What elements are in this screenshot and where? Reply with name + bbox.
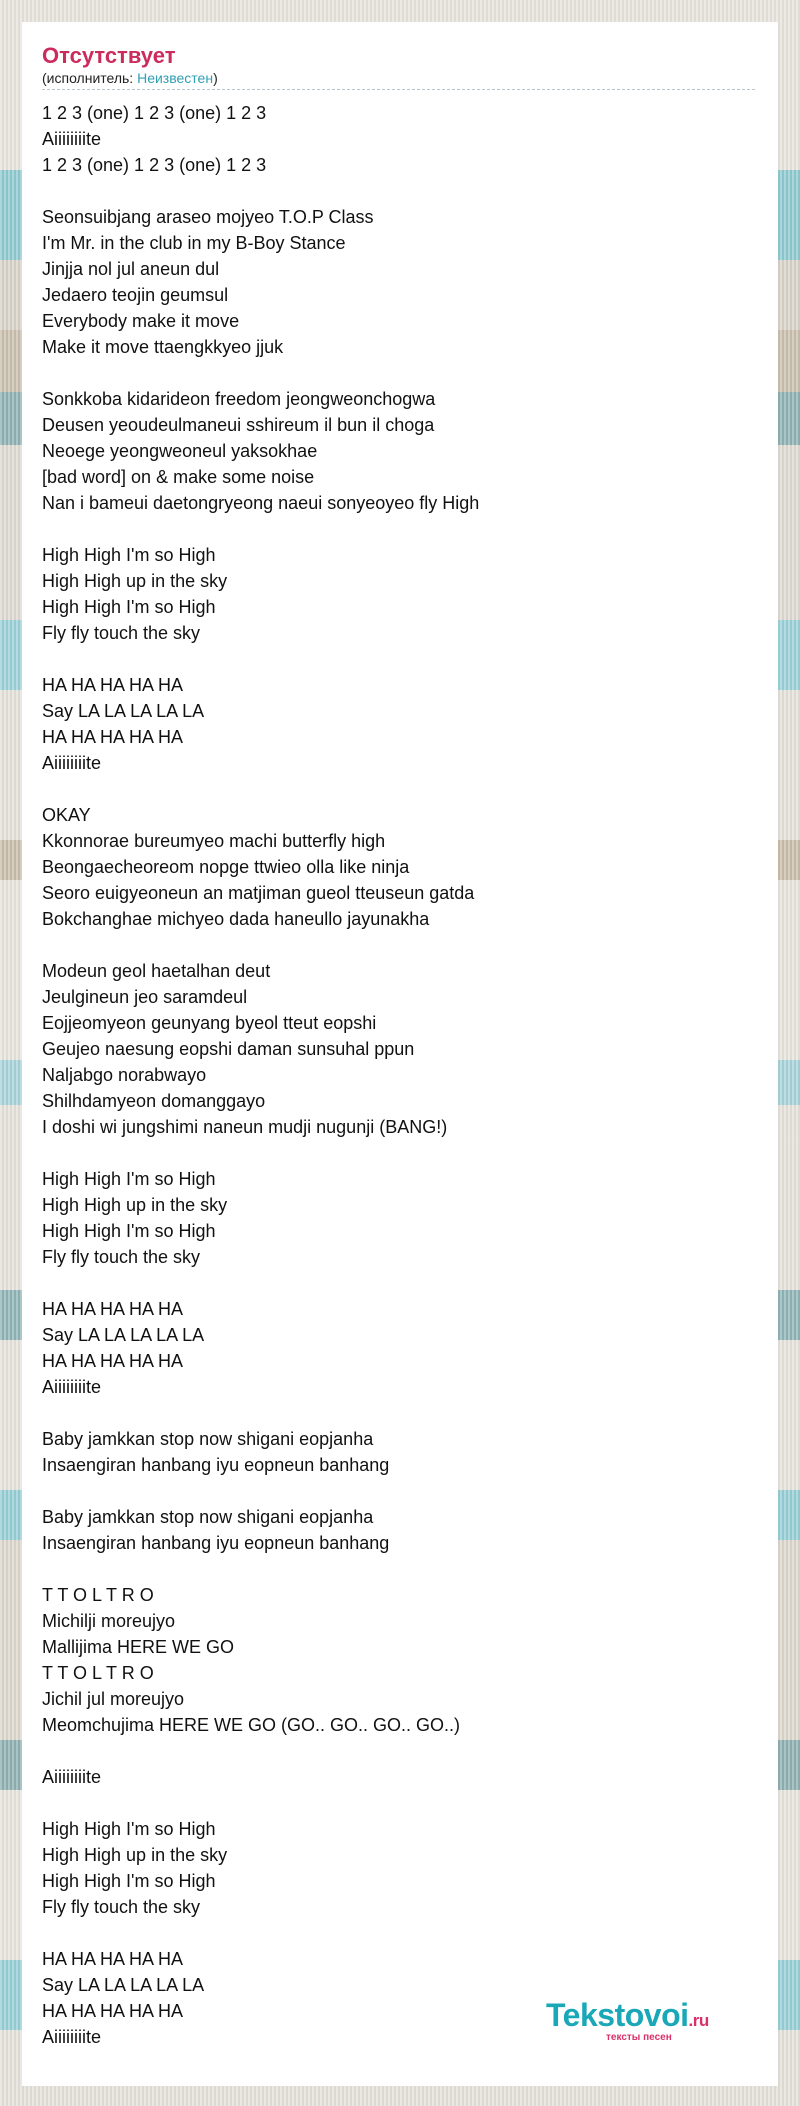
lyrics-blank-line bbox=[42, 1790, 758, 1816]
lyrics-line: Aiiiiiiiite bbox=[42, 129, 102, 149]
lyrics-line: Aiiiiiiiite bbox=[42, 1767, 102, 1787]
lyrics-line: Baby jamkkan stop now shigani eopjanha bbox=[42, 1507, 374, 1527]
artist-link[interactable]: Неизвестен bbox=[137, 70, 214, 86]
artist-suffix: ) bbox=[213, 70, 218, 86]
lyrics-line: Kkonnorae bureumyeo machi butterfly high bbox=[42, 831, 386, 851]
lyrics-line: High High up in the sky bbox=[42, 571, 228, 591]
lyrics-blank-line bbox=[42, 1478, 758, 1504]
lyrics-blank-line bbox=[42, 1400, 758, 1426]
lyrics-line: Jinjja nol jul aneun dul bbox=[42, 259, 220, 279]
lyrics-line: Neoege yeongweoneul yaksokhae bbox=[42, 441, 318, 461]
song-title: Отсутствует bbox=[42, 43, 176, 68]
lyrics-card bbox=[22, 22, 778, 2086]
lyrics-line: Jeulgineun jeo saramdeul bbox=[42, 987, 248, 1007]
lyrics-line: Make it move ttaengkkyeo jjuk bbox=[42, 337, 284, 357]
lyrics-line: Aiiiiiiiite bbox=[42, 753, 102, 773]
lyrics-blank-line bbox=[42, 1738, 758, 1764]
lyrics-line: 1 2 3 (one) 1 2 3 (one) 1 2 3 bbox=[42, 103, 267, 123]
logo-brand: Tekstovoi bbox=[546, 1997, 689, 2033]
lyrics-line: Naljabgo norabwayo bbox=[42, 1065, 207, 1085]
lyrics-line: High High I'm so High bbox=[42, 1871, 216, 1891]
lyrics-blank-line bbox=[42, 1140, 758, 1166]
lyrics-line: Geujeo naesung eopshi daman sunsuhal ppun bbox=[42, 1039, 415, 1059]
lyrics-blank-line bbox=[42, 178, 758, 204]
lyrics-line: Shilhdamyeon domanggayo bbox=[42, 1091, 266, 1111]
lyrics-blank-line bbox=[42, 1556, 758, 1582]
lyrics-line: Say LA LA LA LA LA bbox=[42, 1325, 205, 1345]
lyrics-line: Bokchanghae michyeo dada haneullo jayunakha bbox=[42, 909, 430, 929]
lyrics-line: High High up in the sky bbox=[42, 1845, 228, 1865]
lyrics-line: Say LA LA LA LA LA bbox=[42, 1975, 205, 1995]
lyrics-line: HA HA HA HA HA bbox=[42, 675, 184, 695]
lyrics-line: 1 2 3 (one) 1 2 3 (one) 1 2 3 bbox=[42, 155, 267, 175]
artist-line bbox=[42, 70, 755, 90]
lyrics-line: Jichil jul moreujyo bbox=[42, 1689, 185, 1709]
lyrics-blank-line bbox=[42, 516, 758, 542]
lyrics-line: HA HA HA HA HA bbox=[42, 1351, 184, 1371]
lyrics-line: Sonkkoba kidarideon freedom jeongweonchogwa bbox=[42, 389, 436, 409]
lyrics-line: Aiiiiiiiite bbox=[42, 1377, 102, 1397]
lyrics-line: High High up in the sky bbox=[42, 1195, 228, 1215]
lyrics-line: HA HA HA HA HA bbox=[42, 727, 184, 747]
lyrics-line: Everybody make it move bbox=[42, 311, 240, 331]
lyrics-line: Baby jamkkan stop now shigani eopjanha bbox=[42, 1429, 374, 1449]
lyrics-blank-line bbox=[42, 646, 758, 672]
lyrics-line: Nan i bameui daetongryeong naeui sonyeoyeo fly High bbox=[42, 493, 480, 513]
lyrics-line: T T O L T R O bbox=[42, 1585, 154, 1605]
lyrics-blank-line bbox=[42, 1270, 758, 1296]
logo-tagline: тексты песен bbox=[606, 2032, 672, 2043]
lyrics-body bbox=[42, 100, 758, 2050]
lyrics-line: High High I'm so High bbox=[42, 545, 216, 565]
lyrics-line: Deusen yeoudeulmaneui sshireum il bun il choga bbox=[42, 415, 435, 435]
lyrics-line: T T O L T R O bbox=[42, 1663, 154, 1683]
lyrics-line: Say LA LA LA LA LA bbox=[42, 701, 205, 721]
lyrics-blank-line bbox=[42, 776, 758, 802]
logo-tld: .ru bbox=[688, 2011, 709, 2030]
lyrics-line: Insaengiran hanbang iyu eopneun banhang bbox=[42, 1533, 390, 1553]
lyrics-line: OKAY bbox=[42, 805, 91, 825]
lyrics-line: HA HA HA HA HA bbox=[42, 1299, 184, 1319]
lyrics-line: I'm Mr. in the club in my B-Boy Stance bbox=[42, 233, 346, 253]
lyrics-line: Eojjeomyeon geunyang byeol tteut eopshi bbox=[42, 1013, 377, 1033]
lyrics-line: Insaengiran hanbang iyu eopneun banhang bbox=[42, 1455, 390, 1475]
lyrics-blank-line bbox=[42, 1920, 758, 1946]
lyrics-line: Mallijima HERE WE GO bbox=[42, 1637, 235, 1657]
lyrics-line: [bad word] on & make some noise bbox=[42, 467, 315, 487]
lyrics-line: HA HA HA HA HA bbox=[42, 1949, 184, 1969]
lyrics-line: Meomchujima HERE WE GO (GO.. GO.. GO.. GO..) bbox=[42, 1715, 461, 1735]
lyrics-line: High High I'm so High bbox=[42, 1819, 216, 1839]
artist-prefix: (исполнитель: bbox=[42, 70, 138, 86]
lyrics-line: I doshi wi jungshimi naneun mudji nugunji (BANG!) bbox=[42, 1117, 448, 1137]
site-logo[interactable] bbox=[546, 1996, 756, 2046]
lyrics-line: Modeun geol haetalhan deut bbox=[42, 961, 271, 981]
lyrics-line: Seonsuibjang araseo mojyeo T.O.P Class bbox=[42, 207, 374, 227]
lyrics-line: High High I'm so High bbox=[42, 1221, 216, 1241]
lyrics-line: Seoro euigyeoneun an matjiman gueol tteuseun gatda bbox=[42, 883, 475, 903]
lyrics-line: Fly fly touch the sky bbox=[42, 1897, 201, 1917]
lyrics-blank-line bbox=[42, 360, 758, 386]
lyrics-line: HA HA HA HA HA bbox=[42, 2001, 184, 2021]
lyrics-line: Michilji moreujyo bbox=[42, 1611, 176, 1631]
lyrics-line: Aiiiiiiiite bbox=[42, 2027, 102, 2047]
lyrics-line: High High I'm so High bbox=[42, 1169, 216, 1189]
lyrics-line: Fly fly touch the sky bbox=[42, 623, 201, 643]
lyrics-line: High High I'm so High bbox=[42, 597, 216, 617]
lyrics-line: Jedaero teojin geumsul bbox=[42, 285, 229, 305]
lyrics-blank-line bbox=[42, 932, 758, 958]
lyrics-line: Fly fly touch the sky bbox=[42, 1247, 201, 1267]
lyrics-line: Beongaecheoreom nopge ttwieo olla like ninja bbox=[42, 857, 410, 877]
